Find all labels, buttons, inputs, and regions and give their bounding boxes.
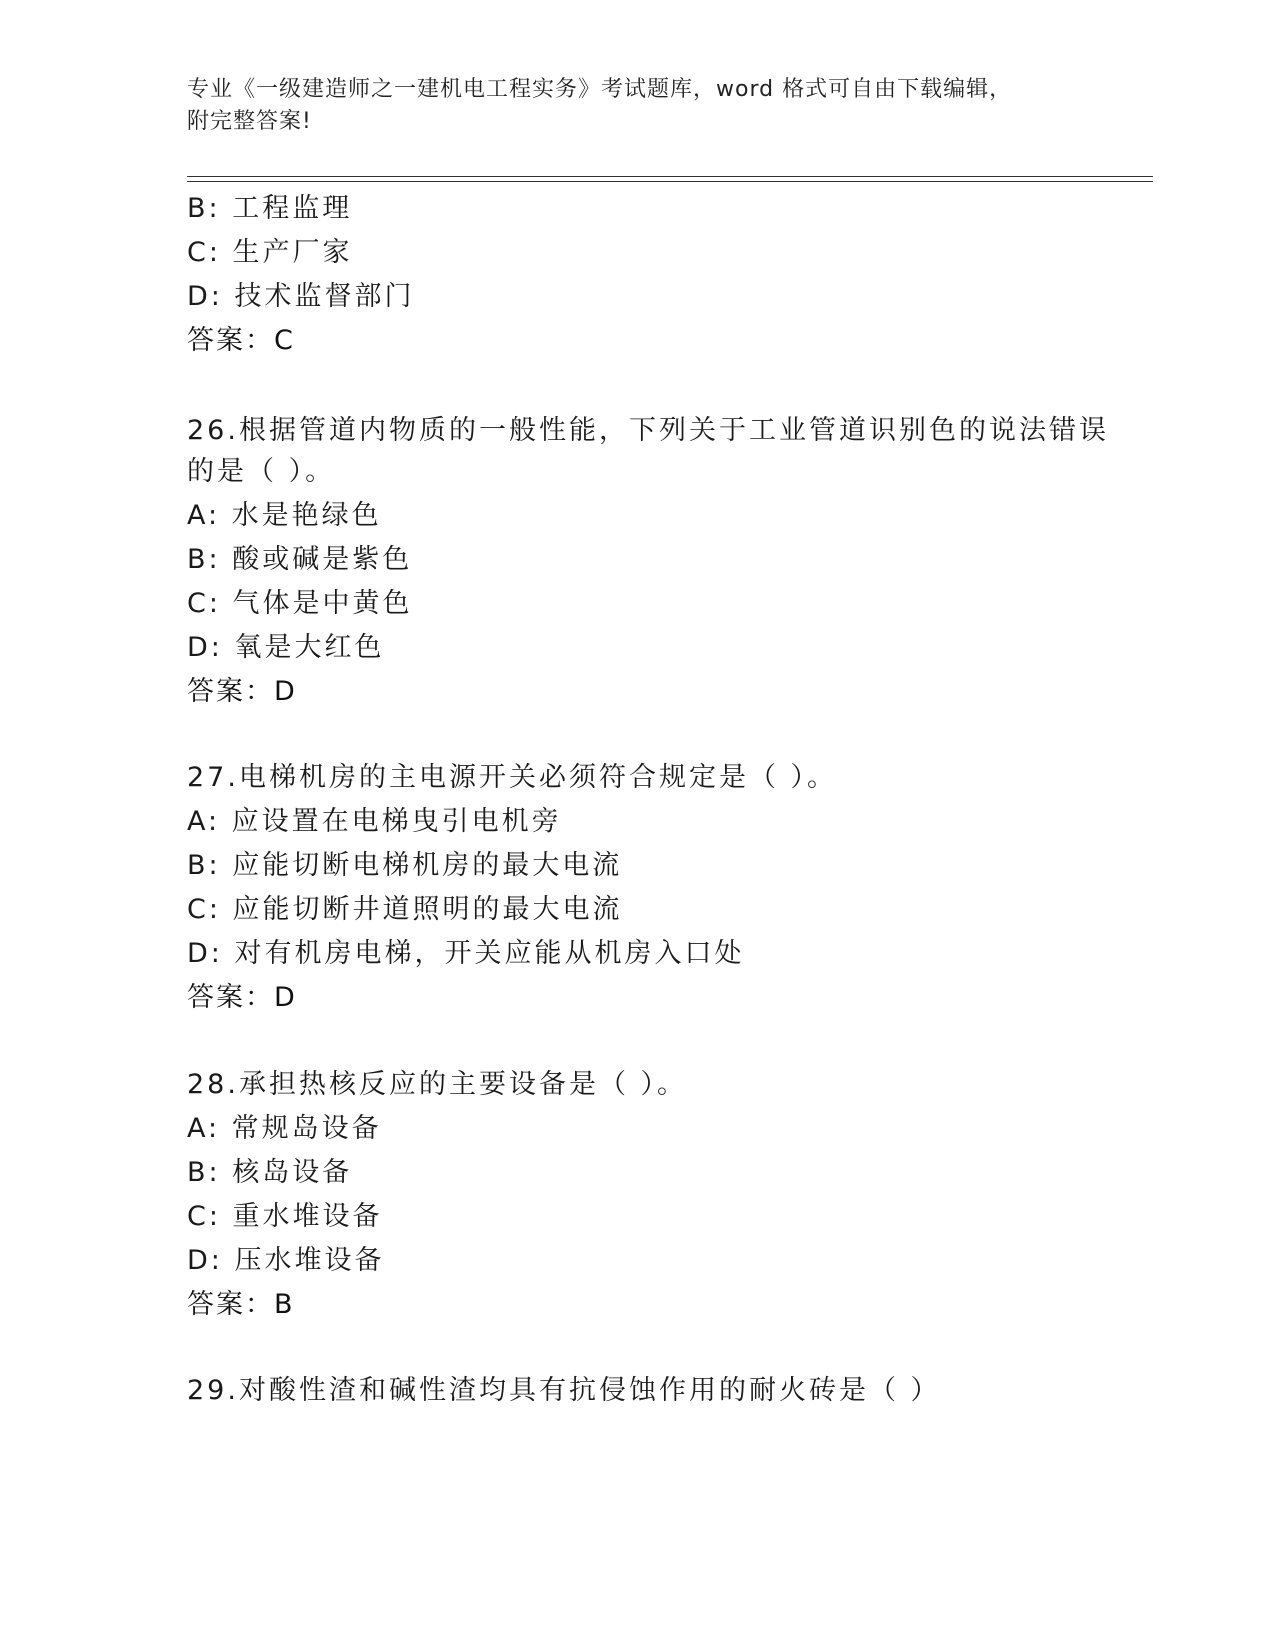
option-c: C: 生产厂家 (187, 237, 353, 268)
option-a: A: 常规岛设备 (187, 1113, 382, 1144)
option-a: A: 水是艳绿色 (187, 500, 382, 531)
header-title-line: 专业《一级建造师之一建机电工程实务》考试题库，word 格式可自由下载编辑， (187, 77, 1013, 102)
header-subtitle-line: 附完整答案! (187, 109, 312, 134)
option-c: C: 气体是中黄色 (187, 588, 413, 619)
option-d: D: 对有机房电梯，开关应能从机房入口处 (187, 938, 745, 969)
question-stem: 29.对酸性渣和碱性渣均具有抗侵蚀作用的耐火砖是（ ） (187, 1375, 941, 1406)
question-stem: 28.承担热核反应的主要设备是（ ）。 (187, 1069, 688, 1100)
option-c: C: 应能切断井道照明的最大电流 (187, 894, 623, 925)
answer-line: 答案：B (187, 1289, 295, 1320)
header-divider-bottom (187, 181, 1153, 182)
answer-line: 答案：C (187, 325, 295, 356)
question-stem: 26.根据管道内物质的一般性能，下列关于工业管道识别色的说法错误 (187, 415, 1109, 446)
option-b: B: 酸或碱是紫色 (187, 544, 413, 575)
answer-line: 答案：D (187, 982, 297, 1013)
option-d: D: 压水堆设备 (187, 1245, 385, 1276)
option-b: B: 工程监理 (187, 193, 353, 224)
document-header (187, 74, 1087, 138)
option-b: B: 应能切断电梯机房的最大电流 (187, 850, 623, 881)
option-c: C: 重水堆设备 (187, 1201, 383, 1232)
option-b: B: 核岛设备 (187, 1157, 353, 1188)
header-divider-top (187, 176, 1153, 177)
question-stem-continued: 的是（ ）。 (187, 456, 336, 487)
question-stem: 27.电梯机房的主电源开关必须符合规定是（ ）。 (187, 762, 838, 793)
answer-line: 答案：D (187, 676, 297, 707)
option-a: A: 应设置在电梯曳引电机旁 (187, 806, 562, 837)
option-d: D: 技术监督部门 (187, 281, 415, 312)
option-d: D: 氧是大红色 (187, 632, 385, 663)
